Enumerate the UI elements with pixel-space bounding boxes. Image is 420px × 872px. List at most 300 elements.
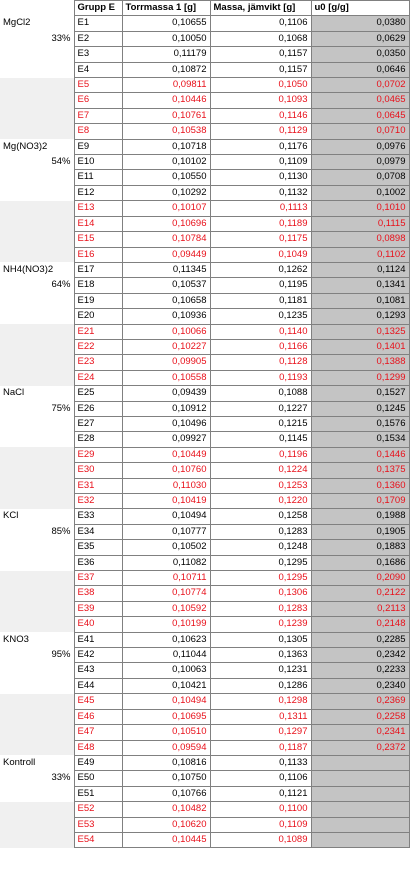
massa-cell: 0,1109	[210, 817, 311, 832]
sample-id-cell: E19	[74, 293, 122, 308]
sample-id-cell: E33	[74, 509, 122, 524]
u0-cell: 0,2369	[311, 694, 409, 709]
massa-cell: 0,1093	[210, 93, 311, 108]
torrmassa-cell: 0,10655	[122, 16, 210, 31]
u0-cell: 0,0898	[311, 232, 409, 247]
table-row	[0, 262, 409, 277]
torrmassa-cell: 0,10537	[122, 278, 210, 293]
massa-cell: 0,1286	[210, 678, 311, 693]
table-row	[0, 416, 409, 431]
label-blank	[0, 62, 74, 77]
massa-cell: 0,1235	[210, 309, 311, 324]
u0-cell: 0,0979	[311, 155, 409, 170]
u0-cell: 0,0710	[311, 124, 409, 139]
table-row	[0, 586, 409, 601]
table-row	[0, 663, 409, 678]
table-row	[0, 601, 409, 616]
label-blank	[0, 586, 74, 601]
u0-cell: 0,1293	[311, 309, 409, 324]
torrmassa-cell: 0,10718	[122, 139, 210, 154]
massa-cell: 0,1145	[210, 432, 311, 447]
torrmassa-cell: 0,09811	[122, 78, 210, 93]
u0-cell: 0,1709	[311, 494, 409, 509]
sample-id-cell: E2	[74, 31, 122, 46]
u0-cell: 0,1388	[311, 355, 409, 370]
sample-id-cell: E18	[74, 278, 122, 293]
sample-id-cell: E38	[74, 586, 122, 601]
label-blank	[0, 678, 74, 693]
sample-id-cell: E28	[74, 432, 122, 447]
torrmassa-cell: 0,10760	[122, 463, 210, 478]
massa-cell: 0,1262	[210, 262, 311, 277]
table-row	[0, 571, 409, 586]
table-row	[0, 709, 409, 724]
sample-id-cell: E1	[74, 16, 122, 31]
u0-cell	[311, 817, 409, 832]
table-row	[0, 786, 409, 801]
massa-cell: 0,1297	[210, 725, 311, 740]
humidity-label: 95%	[51, 649, 71, 661]
u0-cell	[311, 755, 409, 770]
torrmassa-cell: 0,10750	[122, 771, 210, 786]
u0-cell: 0,1245	[311, 401, 409, 416]
label-blank	[0, 185, 74, 200]
massa-cell: 0,1253	[210, 478, 311, 493]
sample-id-cell: E15	[74, 232, 122, 247]
massa-cell: 0,1109	[210, 155, 311, 170]
massa-cell: 0,1187	[210, 740, 311, 755]
torrmassa-cell: 0,10816	[122, 755, 210, 770]
table-row	[0, 694, 409, 709]
massa-cell: 0,1193	[210, 370, 311, 385]
table-row	[0, 617, 409, 632]
torrmassa-cell: 0,11082	[122, 555, 210, 570]
label-blank	[0, 786, 74, 801]
u0-cell: 0,0646	[311, 62, 409, 77]
torrmassa-cell: 0,10227	[122, 339, 210, 354]
u0-cell: 0,2148	[311, 617, 409, 632]
massa-cell: 0,1295	[210, 555, 311, 570]
torrmassa-cell: 0,10774	[122, 586, 210, 601]
label-blank	[0, 355, 74, 370]
sample-id-cell: E9	[74, 139, 122, 154]
label-blank	[0, 216, 74, 231]
label-blank	[0, 478, 74, 493]
sample-id-cell: E25	[74, 386, 122, 401]
label-blank	[0, 555, 74, 570]
massa-cell: 0,1305	[210, 632, 311, 647]
torrmassa-cell: 0,10102	[122, 155, 210, 170]
sample-id-cell: E31	[74, 478, 122, 493]
torrmassa-cell: 0,10502	[122, 540, 210, 555]
u0-cell: 0,1002	[311, 185, 409, 200]
label-blank	[0, 124, 74, 139]
u0-cell: 0,1360	[311, 478, 409, 493]
label-blank	[0, 78, 74, 93]
sample-id-cell: E49	[74, 755, 122, 770]
u0-cell: 0,1081	[311, 293, 409, 308]
humidity-label: 54%	[51, 156, 71, 168]
sample-id-cell: E24	[74, 370, 122, 385]
sample-id-cell: E45	[74, 694, 122, 709]
u0-cell: 0,0380	[311, 16, 409, 31]
torrmassa-cell: 0,10695	[122, 709, 210, 724]
table-row	[0, 386, 409, 401]
label-blank	[0, 817, 74, 832]
torrmassa-cell: 0,10592	[122, 601, 210, 616]
torrmassa-cell: 0,09927	[122, 432, 210, 447]
label-blank	[0, 309, 74, 324]
label-blank	[0, 247, 74, 262]
table-row	[0, 478, 409, 493]
torrmassa-cell: 0,10620	[122, 817, 210, 832]
u0-cell: 0,0629	[311, 31, 409, 46]
u0-cell: 0,2372	[311, 740, 409, 755]
sample-id-cell: E52	[74, 802, 122, 817]
torrmassa-cell: 0,10711	[122, 571, 210, 586]
torrmassa-cell: 0,10419	[122, 494, 210, 509]
label-blank	[0, 463, 74, 478]
massa-cell: 0,1100	[210, 802, 311, 817]
humidity-label: 33%	[51, 772, 71, 784]
label-blank	[0, 370, 74, 385]
table-row	[0, 632, 409, 647]
table-row	[0, 740, 409, 755]
table-row	[0, 339, 409, 354]
label-blank	[0, 601, 74, 616]
u0-cell: 0,1988	[311, 509, 409, 524]
table-row	[0, 31, 409, 46]
sample-id-cell: E26	[74, 401, 122, 416]
massa-cell: 0,1231	[210, 663, 311, 678]
torrmassa-cell: 0,10421	[122, 678, 210, 693]
massa-cell: 0,1129	[210, 124, 311, 139]
table-row	[0, 309, 409, 324]
sample-id-cell: E40	[74, 617, 122, 632]
salt-label: NaCl	[3, 387, 25, 399]
torrmassa-cell: 0,09594	[122, 740, 210, 755]
label-blank	[0, 494, 74, 509]
sample-id-cell: E27	[74, 416, 122, 431]
massa-cell: 0,1106	[210, 16, 311, 31]
table-row	[0, 278, 409, 293]
torrmassa-cell: 0,10558	[122, 370, 210, 385]
salt-label: Kontroll	[3, 756, 36, 768]
table-row	[0, 725, 409, 740]
sample-id-cell: E16	[74, 247, 122, 262]
label-blank	[0, 617, 74, 632]
sample-id-cell: E41	[74, 632, 122, 647]
sample-id-cell: E13	[74, 201, 122, 216]
sample-id-cell: E20	[74, 309, 122, 324]
sample-id-cell: E46	[74, 709, 122, 724]
u0-cell: 0,1325	[311, 324, 409, 339]
sample-id-cell: E23	[74, 355, 122, 370]
u0-cell: 0,0976	[311, 139, 409, 154]
salt-label: KCl	[3, 510, 19, 522]
u0-cell: 0,2090	[311, 571, 409, 586]
salt-label: KNO3	[3, 633, 29, 645]
sample-id-cell: E14	[74, 216, 122, 231]
sample-id-cell: E5	[74, 78, 122, 93]
u0-cell: 0,1534	[311, 432, 409, 447]
table-row	[0, 155, 409, 170]
sample-id-cell: E17	[74, 262, 122, 277]
massa-cell: 0,1176	[210, 139, 311, 154]
label-blank	[0, 571, 74, 586]
sample-id-cell: E50	[74, 771, 122, 786]
torrmassa-cell: 0,10761	[122, 108, 210, 123]
sample-id-cell: E34	[74, 524, 122, 539]
sample-id-cell: E32	[74, 494, 122, 509]
u0-cell: 0,0708	[311, 170, 409, 185]
table-row	[0, 216, 409, 231]
sample-id-cell: E22	[74, 339, 122, 354]
massa-cell: 0,1283	[210, 601, 311, 616]
u0-cell: 0,1686	[311, 555, 409, 570]
torrmassa-cell: 0,10446	[122, 93, 210, 108]
torrmassa-cell: 0,10510	[122, 725, 210, 740]
torrmassa-cell: 0,10292	[122, 185, 210, 200]
massa-cell: 0,1106	[210, 771, 311, 786]
massa-cell: 0,1306	[210, 586, 311, 601]
u0-cell: 0,1341	[311, 278, 409, 293]
sample-id-cell: E42	[74, 648, 122, 663]
table-row	[0, 463, 409, 478]
table-row	[0, 494, 409, 509]
table-body	[0, 1, 409, 848]
u0-cell: 0,1124	[311, 262, 409, 277]
salt-label: Mg(NO3)2	[3, 140, 48, 152]
u0-cell: 0,2342	[311, 648, 409, 663]
massa-cell: 0,1089	[210, 832, 311, 847]
u0-cell	[311, 771, 409, 786]
sample-id-cell: E35	[74, 540, 122, 555]
sample-id-cell: E7	[74, 108, 122, 123]
u0-cell: 0,0350	[311, 47, 409, 62]
massa-cell: 0,1166	[210, 339, 311, 354]
u0-cell: 0,2340	[311, 678, 409, 693]
torrmassa-cell: 0,10658	[122, 293, 210, 308]
massa-cell: 0,1283	[210, 524, 311, 539]
table-row	[0, 540, 409, 555]
u0-cell: 0,1299	[311, 370, 409, 385]
massa-cell: 0,1295	[210, 571, 311, 586]
u0-cell: 0,1375	[311, 463, 409, 478]
label-blank	[0, 416, 74, 431]
u0-cell	[311, 786, 409, 801]
sample-id-cell: E3	[74, 47, 122, 62]
u0-cell: 0,2113	[311, 601, 409, 616]
u0-cell: 0,1115	[311, 216, 409, 231]
u0-cell: 0,2285	[311, 632, 409, 647]
massa-cell: 0,1140	[210, 324, 311, 339]
table-row	[0, 771, 409, 786]
label-blank	[0, 709, 74, 724]
header-torrmassa: Torrmassa 1 [g]	[122, 1, 210, 16]
u0-cell: 0,0702	[311, 78, 409, 93]
torrmassa-cell: 0,10623	[122, 632, 210, 647]
u0-cell: 0,0645	[311, 108, 409, 123]
u0-cell: 0,1102	[311, 247, 409, 262]
torrmassa-cell: 0,10050	[122, 31, 210, 46]
massa-cell: 0,1130	[210, 170, 311, 185]
massa-cell: 0,1196	[210, 447, 311, 462]
sample-id-cell: E4	[74, 62, 122, 77]
header-massa: Massa, jämvikt [g]	[210, 1, 311, 16]
table-row	[0, 817, 409, 832]
label-blank	[0, 663, 74, 678]
torrmassa-cell: 0,10936	[122, 309, 210, 324]
torrmassa-cell: 0,10496	[122, 416, 210, 431]
label-blank	[0, 47, 74, 62]
massa-cell: 0,1128	[210, 355, 311, 370]
massa-cell: 0,1113	[210, 201, 311, 216]
sample-id-cell: E21	[74, 324, 122, 339]
massa-cell: 0,1175	[210, 232, 311, 247]
sample-id-cell: E53	[74, 817, 122, 832]
torrmassa-cell: 0,10872	[122, 62, 210, 77]
label-blank	[0, 432, 74, 447]
u0-cell: 0,1883	[311, 540, 409, 555]
table-row	[0, 401, 409, 416]
salt-label: NH4(NO3)2	[3, 263, 54, 275]
torrmassa-cell: 0,10912	[122, 401, 210, 416]
massa-cell: 0,1224	[210, 463, 311, 478]
table-row	[0, 16, 409, 31]
u0-cell: 0,1576	[311, 416, 409, 431]
massa-cell: 0,1239	[210, 617, 311, 632]
label-blank	[0, 108, 74, 123]
header-blank	[0, 1, 74, 16]
sample-id-cell: E29	[74, 447, 122, 462]
table-row	[0, 47, 409, 62]
massa-cell: 0,1220	[210, 494, 311, 509]
u0-cell: 0,2233	[311, 663, 409, 678]
torrmassa-cell: 0,10696	[122, 216, 210, 231]
massa-cell: 0,1133	[210, 755, 311, 770]
u0-cell: 0,2341	[311, 725, 409, 740]
table-row	[0, 78, 409, 93]
label-blank	[0, 802, 74, 817]
u0-cell	[311, 832, 409, 847]
salt-label: MgCl2	[3, 17, 31, 29]
table-row	[0, 524, 409, 539]
table-row	[0, 201, 409, 216]
label-blank	[0, 540, 74, 555]
sample-id-cell: E47	[74, 725, 122, 740]
table-row	[0, 185, 409, 200]
label-blank	[0, 740, 74, 755]
torrmassa-cell: 0,09449	[122, 247, 210, 262]
torrmassa-cell: 0,10482	[122, 802, 210, 817]
torrmassa-cell: 0,10784	[122, 232, 210, 247]
torrmassa-cell: 0,09905	[122, 355, 210, 370]
table-row	[0, 370, 409, 385]
table-row	[0, 108, 409, 123]
torrmassa-cell: 0,10766	[122, 786, 210, 801]
table-row	[0, 555, 409, 570]
table-row	[0, 232, 409, 247]
torrmassa-cell: 0,10199	[122, 617, 210, 632]
humidity-label: 64%	[51, 279, 71, 291]
torrmassa-cell: 0,10494	[122, 694, 210, 709]
table-row	[0, 324, 409, 339]
massa-cell: 0,1195	[210, 278, 311, 293]
table-row	[0, 139, 409, 154]
sample-id-cell: E39	[74, 601, 122, 616]
u0-cell: 0,0465	[311, 93, 409, 108]
sample-id-cell: E54	[74, 832, 122, 847]
torrmassa-cell: 0,10449	[122, 447, 210, 462]
torrmassa-cell: 0,10550	[122, 170, 210, 185]
u0-cell: 0,1401	[311, 339, 409, 354]
massa-cell: 0,1248	[210, 540, 311, 555]
torrmassa-cell: 0,10066	[122, 324, 210, 339]
sample-id-cell: E43	[74, 663, 122, 678]
massa-cell: 0,1258	[210, 509, 311, 524]
label-blank	[0, 339, 74, 354]
sample-id-cell: E51	[74, 786, 122, 801]
torrmassa-cell: 0,11044	[122, 648, 210, 663]
massa-cell: 0,1181	[210, 293, 311, 308]
sample-id-cell: E8	[74, 124, 122, 139]
table-row	[0, 509, 409, 524]
massa-cell: 0,1049	[210, 247, 311, 262]
table-row	[0, 170, 409, 185]
sample-id-cell: E10	[74, 155, 122, 170]
sample-id-cell: E30	[74, 463, 122, 478]
torrmassa-cell: 0,10445	[122, 832, 210, 847]
massa-cell: 0,1068	[210, 31, 311, 46]
massa-cell: 0,1088	[210, 386, 311, 401]
table-row	[0, 93, 409, 108]
massa-cell: 0,1121	[210, 786, 311, 801]
sample-id-cell: E12	[74, 185, 122, 200]
massa-cell: 0,1132	[210, 185, 311, 200]
massa-cell: 0,1363	[210, 648, 311, 663]
table-row	[0, 755, 409, 770]
label-blank	[0, 93, 74, 108]
label-blank	[0, 694, 74, 709]
label-blank	[0, 293, 74, 308]
table-row	[0, 62, 409, 77]
torrmassa-cell: 0,10538	[122, 124, 210, 139]
table-row	[0, 447, 409, 462]
torrmassa-cell: 0,10063	[122, 663, 210, 678]
massa-cell: 0,1227	[210, 401, 311, 416]
torrmassa-cell: 0,10107	[122, 201, 210, 216]
table-row	[0, 802, 409, 817]
table-row	[0, 432, 409, 447]
table-row	[0, 678, 409, 693]
table-row	[0, 648, 409, 663]
u0-cell: 0,1905	[311, 524, 409, 539]
u0-cell: 0,1446	[311, 447, 409, 462]
torrmassa-cell: 0,09439	[122, 386, 210, 401]
table-row	[0, 124, 409, 139]
massa-cell: 0,1157	[210, 47, 311, 62]
label-blank	[0, 170, 74, 185]
humidity-label: 85%	[51, 525, 71, 537]
table-row	[0, 832, 409, 847]
sample-id-cell: E44	[74, 678, 122, 693]
sample-id-cell: E48	[74, 740, 122, 755]
torrmassa-cell: 0,11030	[122, 478, 210, 493]
u0-cell: 0,2258	[311, 709, 409, 724]
massa-cell: 0,1311	[210, 709, 311, 724]
humidity-label: 75%	[51, 402, 71, 414]
